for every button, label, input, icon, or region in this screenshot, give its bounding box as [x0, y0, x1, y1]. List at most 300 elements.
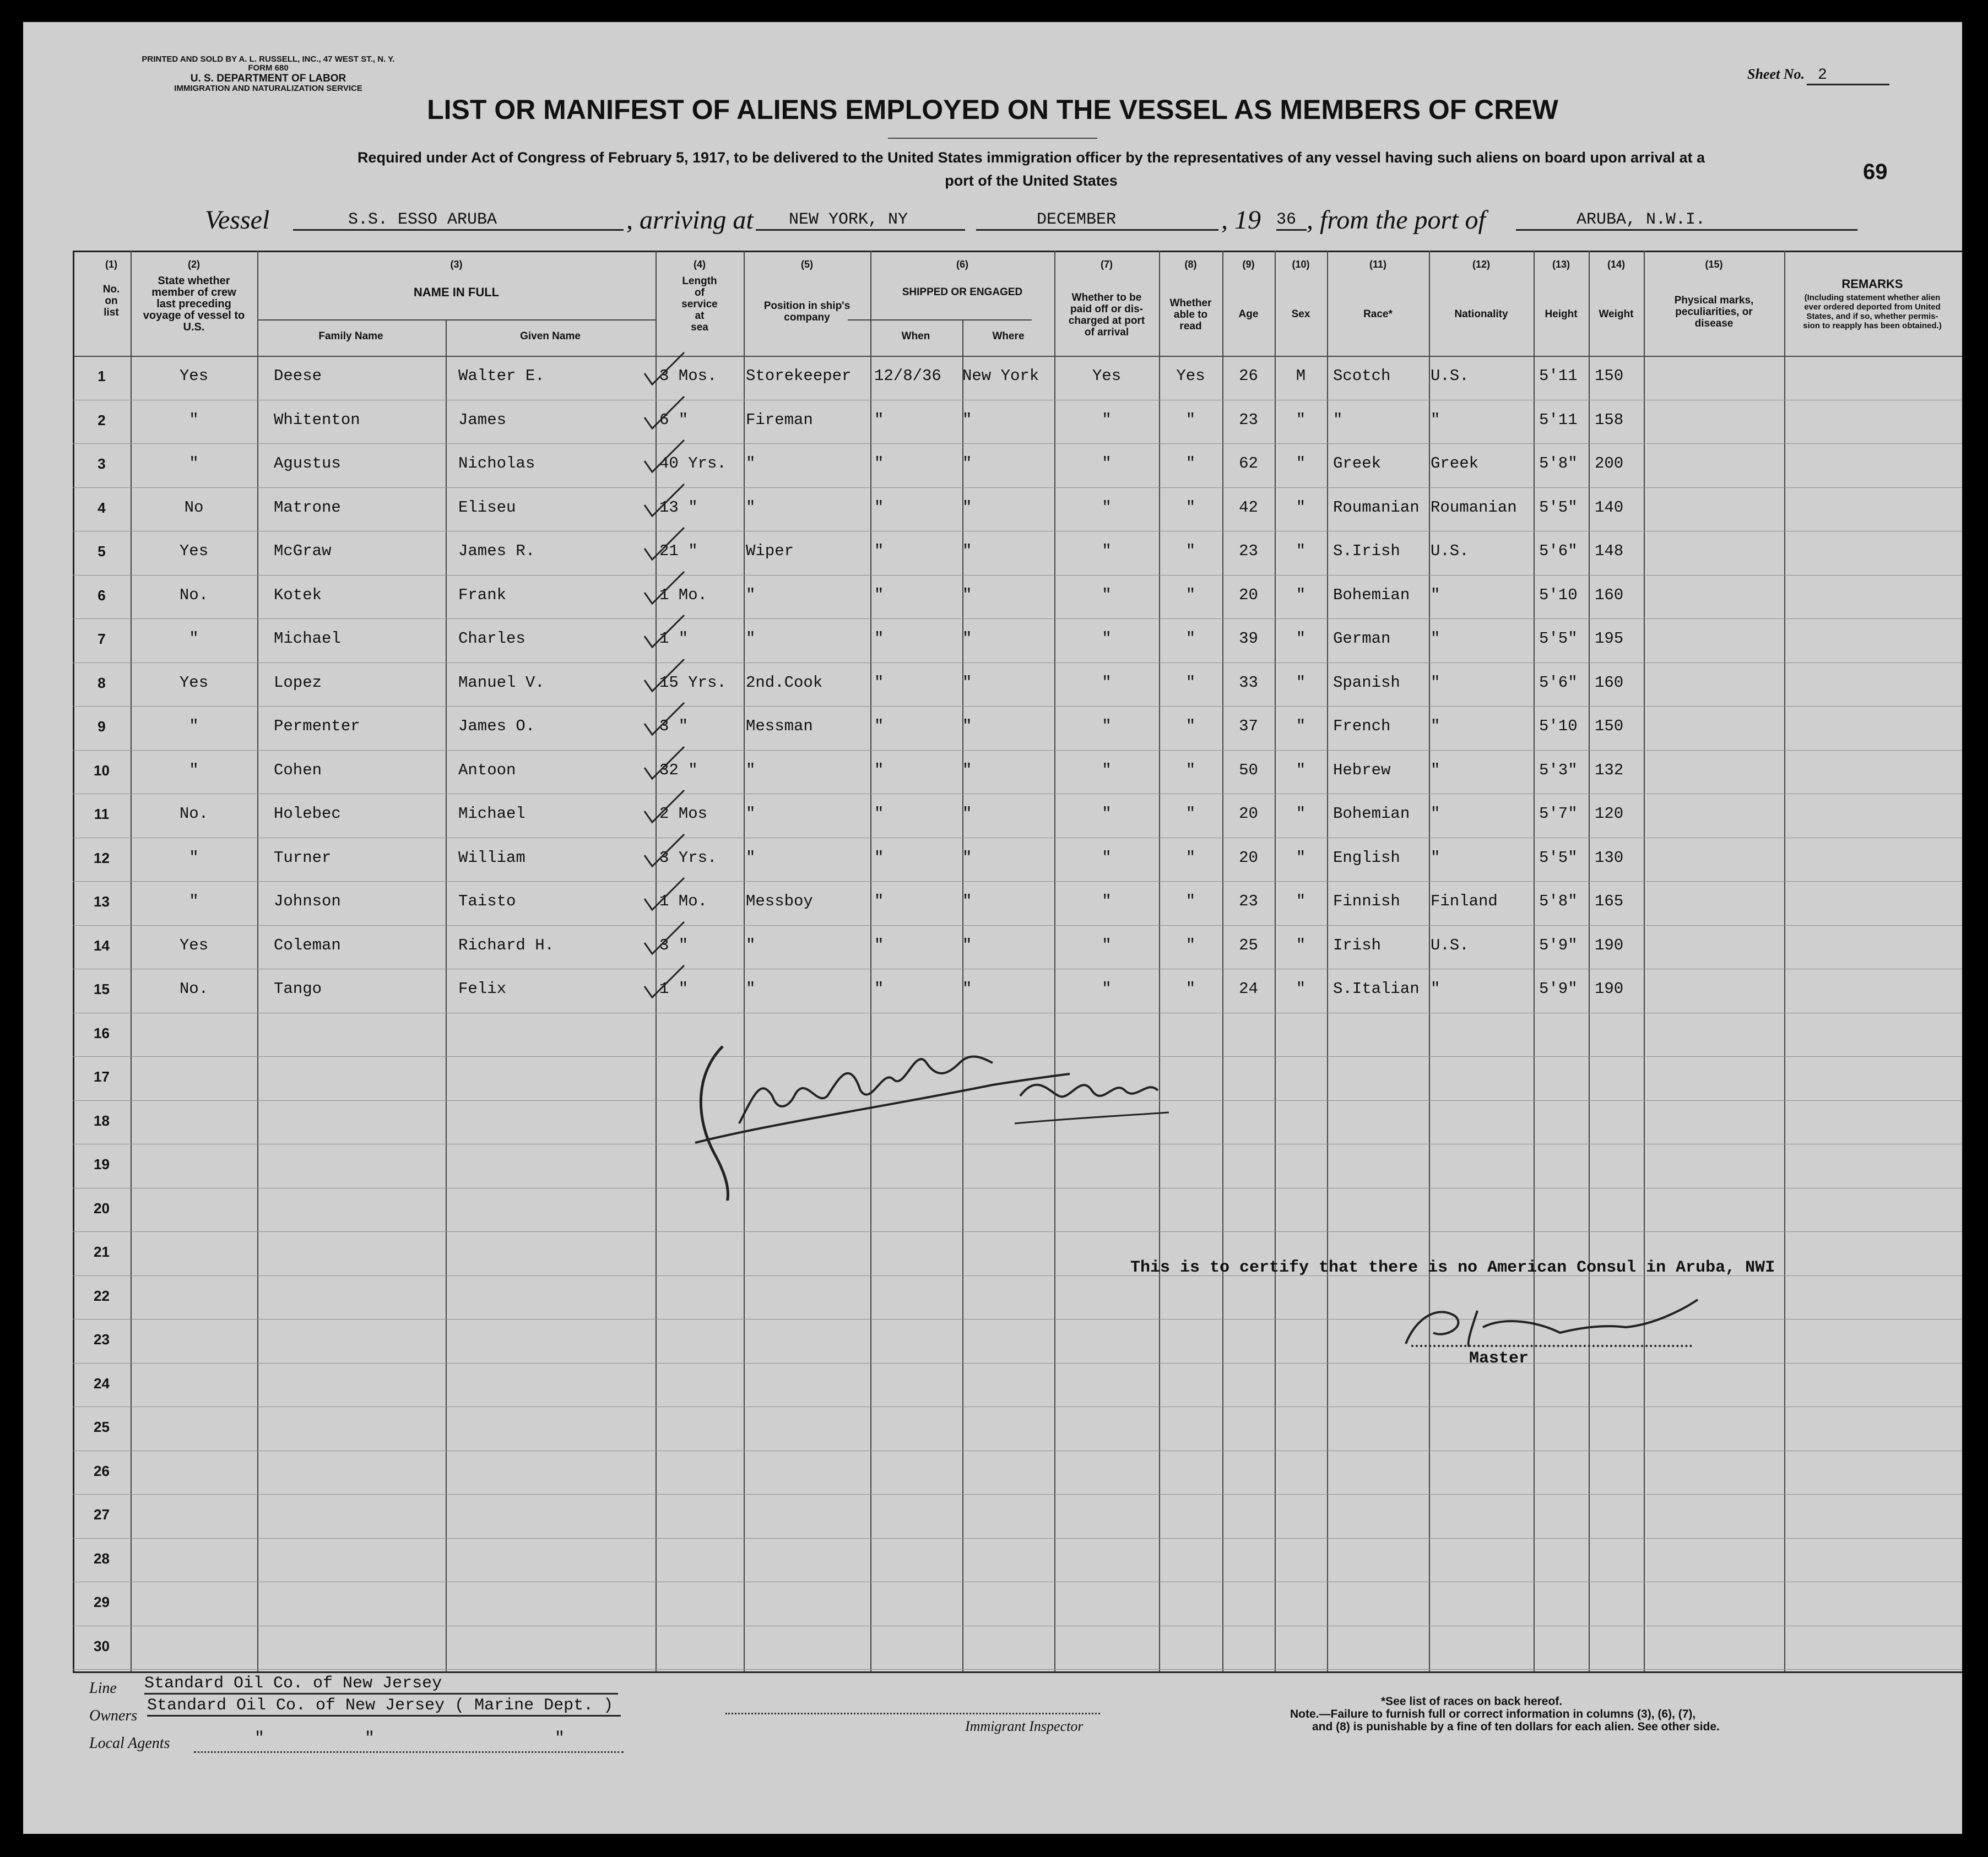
given-name-cell: Michael [458, 805, 526, 823]
service-length-cell: 3 Yrs. [659, 849, 717, 867]
age-cell: 23 [1239, 411, 1258, 429]
header-line: (Including statement whether alien [1804, 293, 1941, 302]
given-name-cell: James R. [458, 542, 535, 560]
height-cell: 5'10 [1539, 586, 1578, 604]
check-mark-icon [640, 525, 690, 569]
weight-cell: 200 [1595, 454, 1624, 473]
check-mark-icon [640, 832, 690, 876]
shipped-where-cell: " [962, 805, 972, 823]
weight-cell: 158 [1595, 411, 1624, 429]
age-cell: 24 [1239, 980, 1258, 998]
nationality-cell: U.S. [1431, 936, 1469, 954]
printer-line: PRINTED AND SOLD BY A. L. RUSSELL, INC., 47 WEST ST., N. Y. [142, 55, 395, 64]
given-name-cell: William [458, 849, 526, 867]
row-rule [73, 1538, 1962, 1539]
position-cell: " [746, 805, 756, 823]
row-rule [73, 750, 1962, 751]
row-rule [73, 1363, 1962, 1364]
year-value: 36 [1276, 210, 1307, 231]
shipped-when-cell: " [874, 629, 884, 648]
row-number: 30 [94, 1638, 110, 1654]
prev-voyage-cell: No. [179, 980, 209, 998]
col-header-14: Weight [1599, 308, 1634, 320]
shipped-where-cell: " [962, 936, 972, 954]
sex-cell: " [1296, 674, 1306, 692]
prev-voyage-cell: " [189, 761, 199, 779]
able-to-read-cell: " [1185, 892, 1196, 910]
paid-off-cell: " [1102, 411, 1112, 429]
height-cell: 5'3" [1539, 761, 1578, 779]
col-num-3: (3) [450, 259, 463, 270]
col-num-6: (6) [956, 259, 968, 270]
vessel-line [205, 205, 1857, 243]
row-rule [73, 1669, 1962, 1670]
race-cell: Irish [1333, 936, 1382, 954]
paid-off-cell: " [1102, 761, 1112, 779]
nationality-cell: " [1431, 411, 1440, 429]
row-number: 15 [94, 981, 110, 997]
race-cell: German [1333, 629, 1391, 648]
col-header-remarks: REMARKS [1841, 277, 1903, 291]
row-number: 9 [97, 718, 106, 735]
sex-cell: " [1296, 498, 1306, 517]
prev-voyage-cell: No [184, 498, 204, 517]
family-name-cell: Michael [274, 629, 341, 648]
header-line: paid off or dis- [1070, 303, 1143, 315]
col-header-8 [1159, 297, 1222, 332]
header-line: on [105, 295, 118, 307]
race-cell: Bohemian [1333, 586, 1410, 604]
col-num-2: (2) [188, 259, 200, 270]
able-to-read-cell: " [1185, 936, 1196, 954]
row-number: 20 [94, 1200, 110, 1217]
race-cell: Roumanian [1333, 498, 1420, 517]
year-prefix: , 19 [1221, 205, 1261, 235]
agents-line [194, 1751, 624, 1753]
age-cell: 23 [1239, 542, 1258, 560]
nationality-cell: " [1431, 805, 1440, 823]
family-name-cell: Tango [274, 980, 322, 998]
height-cell: 5'11 [1539, 367, 1578, 385]
row-rule [73, 706, 1962, 707]
header-line: member of crew [151, 286, 236, 298]
row-rule [73, 1494, 1962, 1495]
able-to-read-cell: " [1185, 674, 1196, 692]
certification-text: This is to certify that there is no American Consul in Aruba, NWI [1130, 1258, 1775, 1277]
nationality-cell: " [1431, 980, 1440, 998]
header-line: charged at port [1068, 315, 1145, 327]
arriving-value: NEW YORK, NY [756, 210, 965, 231]
row-number: 8 [97, 675, 106, 691]
shipped-when-cell: " [874, 761, 884, 779]
age-cell: 62 [1239, 454, 1258, 473]
service-length-cell: 1 " [659, 980, 689, 998]
weight-cell: 190 [1595, 980, 1624, 998]
weight-cell: 150 [1595, 367, 1624, 385]
header-line: sea [691, 322, 708, 333]
nationality-cell: " [1431, 586, 1440, 604]
shipped-when-cell: " [874, 805, 884, 823]
shipped-when-cell: " [874, 454, 884, 473]
check-mark-icon [640, 350, 690, 394]
paid-off-cell: " [1102, 629, 1112, 648]
page-number: 69 [1863, 160, 1888, 184]
able-to-read-cell: " [1185, 849, 1196, 867]
row-number: 28 [94, 1550, 110, 1567]
column-divider [257, 251, 258, 1671]
service-length-cell: 3 Mos. [659, 367, 717, 385]
able-to-read-cell: " [1185, 980, 1196, 998]
prev-voyage-cell: No. [179, 586, 209, 604]
table-top-rule [73, 251, 1962, 252]
master-label: Master [1469, 1349, 1529, 1368]
header-line: voyage of vessel to [143, 310, 245, 322]
column-divider [744, 251, 745, 1671]
paid-off-cell: " [1102, 674, 1112, 692]
given-name-header: Given Name [520, 330, 581, 342]
position-cell: " [746, 849, 756, 867]
check-mark-icon [640, 657, 690, 701]
header-line: Position in ship's [763, 300, 851, 312]
prev-voyage-cell: " [189, 454, 199, 473]
header-line: Whether to be [1071, 292, 1142, 303]
height-cell: 5'7" [1539, 805, 1578, 823]
service-length-cell: 40 Yrs. [659, 454, 727, 473]
paid-off-cell: " [1102, 936, 1112, 954]
able-to-read-cell: " [1185, 498, 1196, 517]
col-num-8: (8) [1184, 259, 1197, 270]
shipped-when-cell: " [874, 849, 884, 867]
sex-cell: " [1296, 805, 1306, 823]
nationality-cell: Greek [1431, 454, 1479, 473]
header-line: Whether [1169, 297, 1212, 309]
col-num-4: (4) [694, 259, 706, 270]
shipped-where-cell: " [962, 629, 972, 648]
prev-voyage-cell: " [189, 629, 199, 648]
race-cell: Hebrew [1333, 761, 1391, 779]
check-mark-icon [640, 569, 690, 613]
given-name-cell: Nicholas [458, 454, 535, 473]
col-num-14: (14) [1607, 259, 1625, 270]
weight-cell: 132 [1595, 761, 1624, 779]
weight-cell: 120 [1595, 805, 1624, 823]
header-bottom-rule [73, 356, 1962, 357]
age-cell: 23 [1239, 892, 1258, 910]
row-rule [73, 1231, 1962, 1232]
family-name-cell: Matrone [274, 498, 341, 517]
prev-voyage-cell: Yes [179, 542, 209, 560]
row-rule [73, 618, 1962, 619]
header-line: peculiarities, or [1675, 306, 1753, 318]
race-cell: English [1333, 849, 1400, 867]
row-number: 6 [97, 587, 106, 604]
row-number: 16 [94, 1025, 110, 1041]
shipped-when-cell: " [874, 892, 884, 910]
col-num-9: (9) [1242, 259, 1255, 270]
when-header: When [901, 330, 930, 342]
family-name-cell: Lopez [274, 674, 322, 692]
footnote [1290, 1695, 1819, 1733]
height-cell: 5'8" [1539, 892, 1578, 910]
agents-ditto: " [555, 1729, 565, 1748]
check-mark-icon [640, 613, 690, 657]
header-line: able to [1173, 309, 1208, 321]
service-length-cell: 32 " [659, 761, 698, 779]
month-value: DECEMBER [976, 210, 1218, 231]
inspector-line [725, 1713, 1100, 1714]
col-header-7 [1054, 292, 1159, 338]
col-num-15: (15) [1705, 259, 1723, 270]
paid-off-cell: " [1102, 586, 1112, 604]
family-name-cell: Turner [274, 849, 332, 867]
col-header-1 [92, 284, 131, 318]
column-divider [870, 251, 871, 1671]
service-length-cell: 1 " [659, 629, 689, 648]
col-header-3: NAME IN FULL [413, 285, 500, 299]
able-to-read-cell: " [1185, 629, 1196, 648]
position-cell: Messman [746, 717, 813, 735]
owners-value: Standard Oil Co. of New Jersey ( Marine Dept. ) [147, 1696, 621, 1717]
vessel-value: S.S. ESSO ARUBA [293, 210, 624, 231]
sex-cell: " [1296, 892, 1306, 910]
shipped-when-cell: " [874, 717, 884, 735]
row-number: 19 [94, 1156, 110, 1172]
row-number: 24 [94, 1375, 110, 1392]
footnote-line: *See list of races on back hereof. [1381, 1695, 1563, 1708]
position-cell: " [746, 980, 756, 998]
paid-off-cell: Yes [1092, 367, 1122, 385]
sex-cell: " [1296, 629, 1306, 648]
manifest-sheet [23, 22, 1962, 1834]
agents-ditto: " [254, 1729, 265, 1748]
able-to-read-cell: Yes [1176, 367, 1205, 385]
position-cell: " [746, 936, 756, 954]
height-cell: 5'9" [1539, 936, 1578, 954]
given-name-cell: Antoon [458, 761, 516, 779]
height-cell: 5'5" [1539, 498, 1578, 517]
race-cell: " [1333, 411, 1343, 429]
header-line: service [681, 298, 718, 310]
service-length-cell: 6 " [659, 411, 689, 429]
check-mark-icon [640, 920, 690, 964]
header-line: U.S. [183, 321, 205, 333]
from-value: ARUBA, N.W.I. [1516, 210, 1857, 231]
shipped-when-cell: " [874, 586, 884, 604]
height-cell: 5'5" [1539, 849, 1578, 867]
col-num-13: (13) [1552, 259, 1570, 270]
name-header-rule [257, 319, 656, 321]
prev-voyage-cell: Yes [179, 936, 209, 954]
where-header: Where [992, 330, 1025, 342]
nationality-cell: " [1431, 674, 1440, 692]
row-number: 22 [94, 1288, 110, 1304]
weight-cell: 195 [1595, 629, 1624, 648]
paid-off-cell: " [1102, 542, 1112, 560]
header-line: Physical marks, [1674, 295, 1754, 306]
service-length-cell: 3 " [659, 936, 689, 954]
race-cell: S.Irish [1333, 542, 1400, 560]
family-name-cell: Holebec [274, 805, 341, 823]
row-rule [73, 881, 1962, 882]
sex-cell: " [1296, 980, 1306, 998]
age-cell: 25 [1239, 936, 1258, 954]
able-to-read-cell: " [1185, 761, 1196, 779]
row-number: 25 [94, 1419, 110, 1435]
row-number: 11 [94, 806, 110, 822]
race-cell: S.Italian [1333, 980, 1420, 998]
row-number: 18 [94, 1112, 110, 1129]
service-length-cell: 1 Mo. [659, 586, 708, 604]
row-rule [73, 443, 1962, 444]
shipped-where-cell: " [962, 586, 972, 604]
given-name-cell: Frank [458, 586, 507, 604]
weight-cell: 190 [1595, 936, 1624, 954]
nationality-cell: Roumanian [1431, 498, 1517, 517]
shipped-where-cell: " [962, 498, 972, 517]
prev-voyage-cell: " [189, 849, 199, 867]
position-cell: " [746, 629, 756, 648]
shipped-header-rule [848, 319, 1032, 321]
col-header-15 [1644, 295, 1784, 329]
family-name-cell: Permenter [274, 717, 360, 735]
able-to-read-cell: " [1185, 805, 1196, 823]
height-cell: 5'6" [1539, 674, 1578, 692]
weight-cell: 160 [1595, 586, 1624, 604]
weight-cell: 150 [1595, 717, 1624, 735]
sex-cell: " [1296, 936, 1306, 954]
row-number: 2 [97, 412, 106, 428]
shipped-where-cell: New York [962, 367, 1039, 385]
row-number: 14 [94, 937, 110, 954]
column-divider [1327, 251, 1328, 1671]
header-line: Length [682, 275, 717, 287]
header-line: sion to reapply has been obtained.) [1803, 321, 1942, 330]
age-cell: 20 [1239, 586, 1258, 604]
position-cell: Messboy [746, 892, 813, 910]
row-rule [73, 925, 1962, 926]
col-header-10: Sex [1291, 308, 1310, 320]
sheet-label: Sheet No. [1747, 66, 1805, 82]
paid-off-cell: " [1102, 717, 1112, 735]
sheet-value: 2 [1807, 67, 1889, 85]
inspector-label: Immigrant Inspector [965, 1718, 1084, 1734]
form-number: FORM 680 [248, 63, 289, 73]
age-cell: 33 [1239, 674, 1258, 692]
service-length-cell: 21 " [659, 542, 698, 560]
sheet-number [1747, 66, 1924, 85]
column-divider [1534, 251, 1535, 1671]
row-number: 3 [97, 455, 106, 472]
height-cell: 5'6" [1539, 542, 1578, 560]
col-num-1: (1) [105, 259, 117, 270]
race-cell: Scotch [1333, 367, 1391, 385]
shipped-when-cell: " [874, 542, 884, 560]
row-number: 27 [94, 1506, 110, 1523]
row-number: 7 [97, 631, 106, 647]
service-length-cell: 2 Mos [659, 805, 708, 823]
position-cell: Fireman [746, 411, 813, 429]
col-header-9: Age [1238, 308, 1259, 320]
able-to-read-cell: " [1185, 717, 1196, 735]
col-num-10: (10) [1292, 259, 1310, 270]
shipped-where-cell: " [962, 980, 972, 998]
family-name-cell: Cohen [274, 761, 322, 779]
shipped-when-cell: " [874, 980, 884, 998]
height-cell: 5'11 [1539, 411, 1578, 429]
prev-voyage-cell: Yes [179, 367, 209, 385]
race-cell: Greek [1333, 454, 1382, 473]
agents-ditto: " [365, 1729, 375, 1748]
family-name-header: Family Name [318, 330, 383, 342]
header-line: No. [102, 284, 120, 295]
remarks-note [1784, 293, 1960, 330]
check-mark-icon [640, 482, 690, 526]
sub-column-divider [446, 319, 447, 1671]
prev-voyage-cell: " [189, 411, 199, 429]
header-line: company [784, 312, 830, 323]
family-name-cell: Coleman [274, 936, 341, 954]
row-rule [73, 487, 1962, 488]
weight-cell: 140 [1595, 498, 1624, 517]
shipped-when-cell: 12/8/36 [874, 367, 941, 385]
shipped-where-cell: " [962, 411, 972, 429]
family-name-cell: Agustus [274, 454, 341, 473]
row-number: 26 [94, 1463, 110, 1479]
given-name-cell: Richard H. [458, 936, 555, 954]
vessel-label: Vessel [205, 205, 270, 235]
col-num-5: (5) [801, 259, 813, 270]
able-to-read-cell: " [1185, 586, 1196, 604]
given-name-cell: James [458, 411, 507, 429]
weight-cell: 148 [1595, 542, 1624, 560]
nationality-cell: U.S. [1431, 367, 1469, 385]
col-header-12: Nationality [1454, 308, 1508, 320]
col-num-11: (11) [1369, 259, 1387, 270]
position-cell: Wiper [746, 542, 794, 560]
row-number: 10 [94, 762, 110, 779]
family-name-cell: Kotek [274, 586, 322, 604]
footnote-line: and (8) is punishable by a fine of ten dollars for each alien. See other side. [1312, 1720, 1720, 1733]
col-num-12: (12) [1472, 259, 1490, 270]
line-label: Line [89, 1680, 117, 1697]
given-name-cell: Walter E. [458, 367, 545, 385]
header-line: last preceding [156, 298, 231, 310]
race-cell: Spanish [1333, 674, 1400, 692]
sex-cell: " [1296, 761, 1306, 779]
shipped-when-cell: " [874, 411, 884, 429]
race-cell: Finnish [1333, 892, 1400, 910]
sex-cell: " [1296, 717, 1306, 735]
check-mark-icon [640, 788, 690, 832]
prev-voyage-cell: " [189, 717, 199, 735]
from-label: , from the port of [1307, 205, 1486, 235]
shipped-where-cell: " [962, 849, 972, 867]
position-cell: " [746, 761, 756, 779]
table-bottom-rule [73, 1671, 1962, 1673]
able-to-read-cell: " [1185, 411, 1196, 429]
column-divider [1784, 251, 1785, 1671]
check-mark-icon [640, 963, 690, 1007]
family-name-cell: Deese [274, 367, 322, 385]
column-divider [1589, 251, 1590, 1671]
age-cell: 39 [1239, 629, 1258, 648]
position-cell: Storekeeper [746, 367, 852, 385]
department-name: U. S. DEPARTMENT OF LABOR [190, 73, 346, 84]
owners-label: Owners [89, 1707, 138, 1724]
master-signature-line [1411, 1345, 1692, 1347]
page-subtitle [210, 146, 1852, 192]
nationality-cell: " [1431, 849, 1440, 867]
